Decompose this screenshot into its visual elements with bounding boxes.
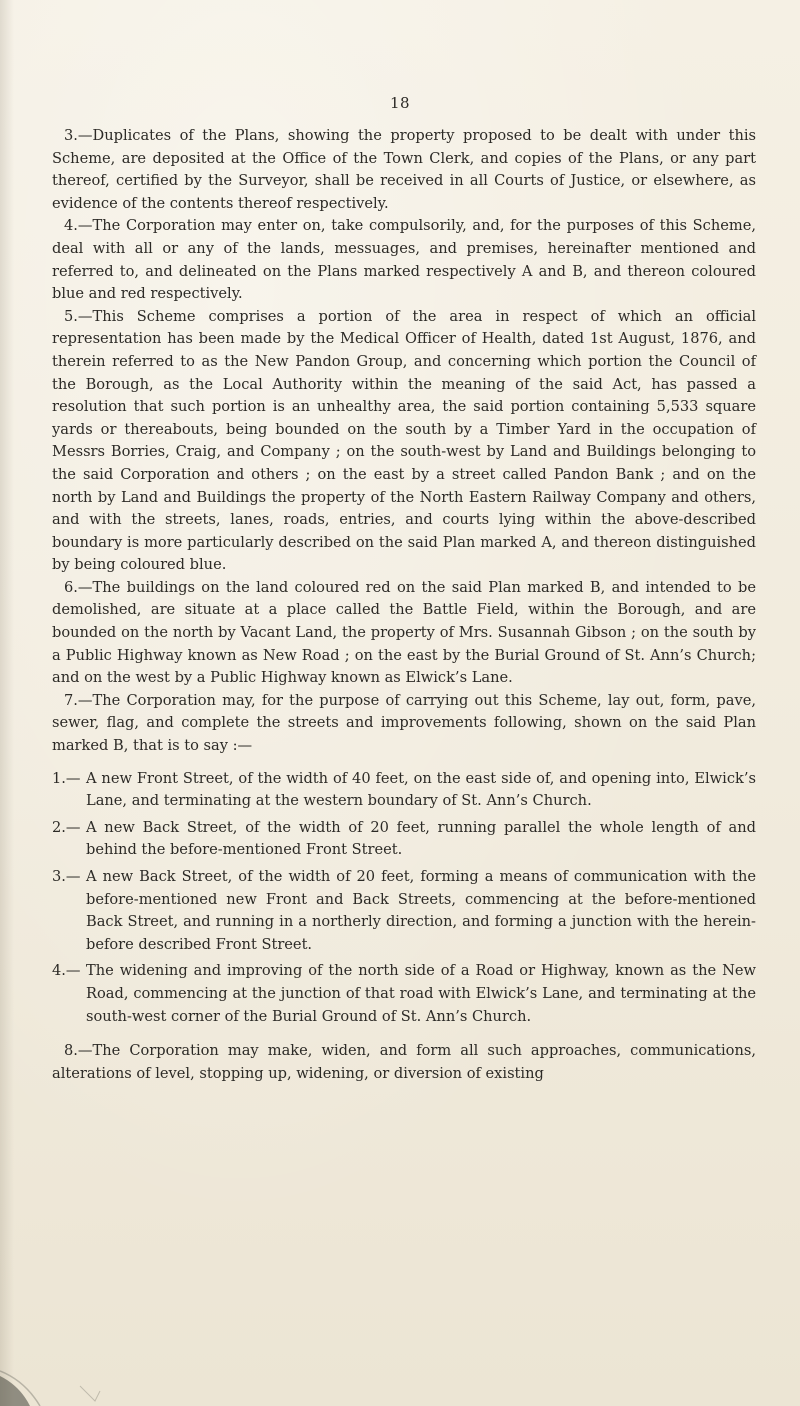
paragraph-4: 4.—The Corporation may enter on, take compulsorily, and, for the purposes of this Scheme, deal with all or any of the lands, messuages, and premises, hereinafter mentioned and referred to, and delineated on the Plans marked respectively A and B, and thereon coloured blue and red respectively. bbox=[52, 217, 756, 303]
list-item bbox=[52, 768, 756, 813]
list-item-number: 3.— bbox=[52, 868, 81, 885]
paper-corner-mark bbox=[0, 1346, 110, 1406]
list-item-number: 1.— bbox=[52, 769, 81, 787]
list-item bbox=[52, 817, 756, 862]
paragraph-3: 3.—Duplicates of the Plans, showing the property proposed to be dealt with under this Scheme, are deposited at the Office of the Town Clerk, and copies of the Plans, or any part thereof, certified by the Surveyor, shall be received in all Courts of Justice, or elsewhere, as evidence of the contents thereof respectively. bbox=[52, 127, 756, 212]
street-improvements-list bbox=[52, 768, 756, 1029]
paragraph-7: 7.—The Corporation may, for the purpose of carrying out this Scheme, lay out, form, pave, sewer, flag, and complete the streets and improvements following, shown on the said Plan marked B, that is to say :— bbox=[52, 691, 756, 755]
page-edge-shadow bbox=[0, 0, 14, 1406]
list-item-text: A new Front Street, of the width of 40 feet, on the east side of, and opening into, Elwick’s Lane, and terminating at the western boundary of St. Ann’s Church. bbox=[86, 769, 756, 810]
list-item bbox=[52, 866, 756, 956]
body-text bbox=[52, 125, 756, 1085]
paragraph-8: 8.—The Corporation may make, widen, and form all such approaches, communications, alterations of level, stopping up, widening, or diversion of existing bbox=[52, 1042, 756, 1082]
paragraph-5: 5.—This Scheme comprises a portion of the area in respect of which an official representation has been made by the Medical Officer of Health, dated 1st August, 1876, and therein referred to as the New Pandon Group, and concerning which portion the Council of the Borough, as the Local Authority within the meaning of the said Act, has passed a resolution that such portion is an unhealthy area, the said portion containing 5,533 square yards or thereabouts, being bounded on the south by a Timber Yard in the occupation of Messrs Borries, Craig, and Company ; on the south-west by Land and Buildings belonging to the said Corporation and others ; on the east by a street called Pandon Bank ; and on the north by Land and Buildings the property of the North Eastern Railway Company and others, and with the streets, lanes, roads, entries, and courts lying within the above-described boundary is more particularly described on the said Plan marked A, and thereon distinguished by being coloured blue. bbox=[52, 307, 756, 574]
paragraph-6: 6.—The buildings on the land coloured red on the said Plan marked B, and intended to be demolished, are situate at a place called the Battle Field, within the Borough, and are bounded on the north by Vacant Land, the property of Mrs. Susannah Gibson ; on the south by a Public Highway known as New Road ; on the east by the Burial Ground of St. Ann’s Church; and on the west by a Public Highway known as Elwick’s Lane. bbox=[52, 578, 756, 687]
list-item bbox=[52, 960, 756, 1028]
list-item-text: A new Back Street, of the width of 20 feet, running parallel the whole length of and behind the before-mentioned Front Street. bbox=[86, 818, 756, 859]
list-item-text: A new Back Street, of the width of 20 feet, forming a means of communication with the before-mentioned new Front and Back Streets, commencing at the before-mentioned Back Street, and running in a northerly direction, and forming a junction with the herein-before described Front Street. bbox=[86, 868, 756, 953]
list-item-number: 2.— bbox=[52, 818, 81, 836]
list-item-text: The widening and improving of the north side of a Road or Highway, known as the New Road, commencing at the junction of that road with Elwick’s Lane, and terminating at the south-west corner of the Burial Ground of St. Ann’s Church. bbox=[86, 962, 756, 1025]
page-number: 18 bbox=[389, 94, 411, 112]
list-item-number: 4.— bbox=[52, 962, 81, 980]
